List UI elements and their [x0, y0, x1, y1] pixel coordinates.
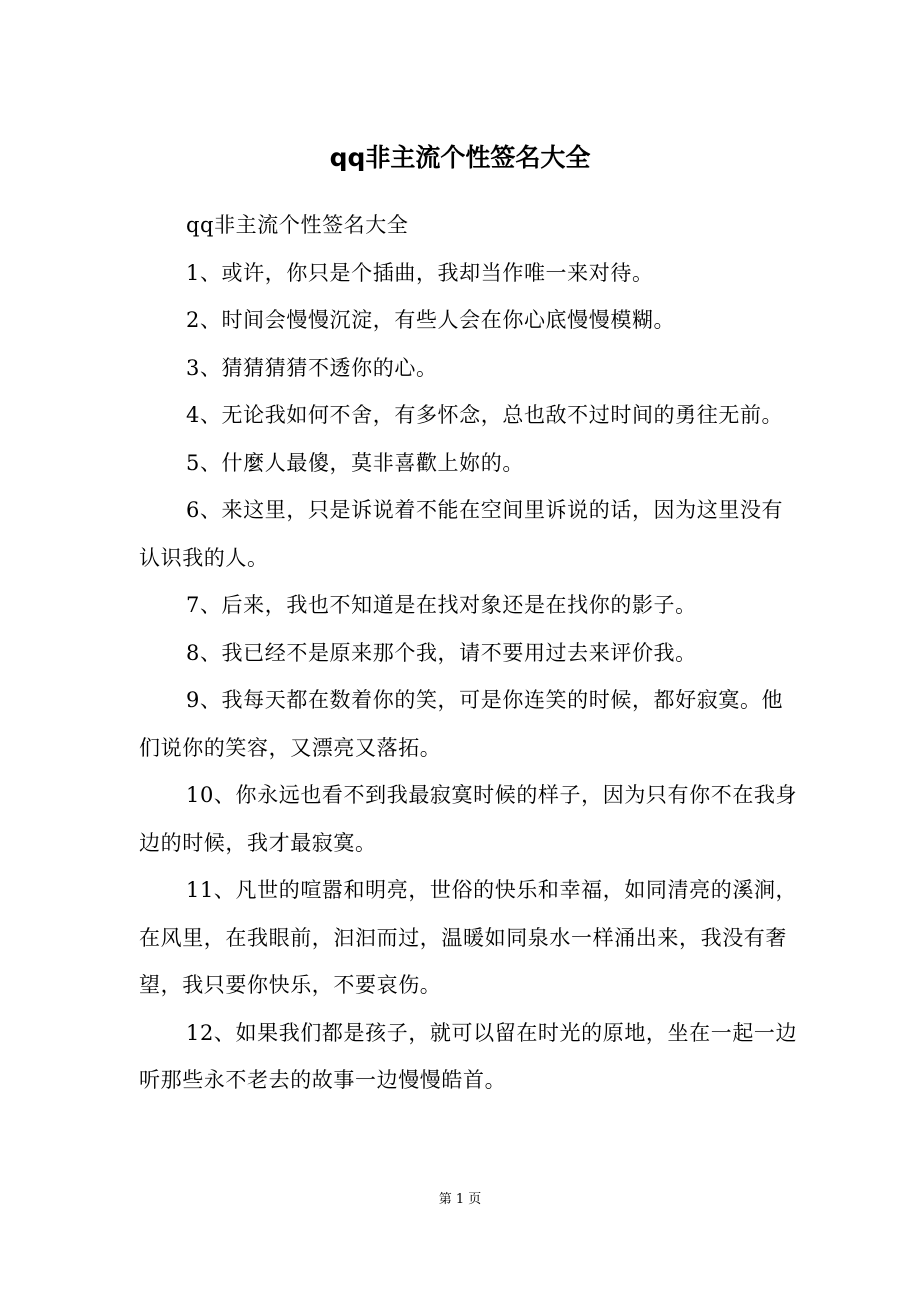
paragraph-10: 10、你永远也看不到我最寂寞时候的样子，因为只有你不在我身边的时候，我才最寂寞。 — [139, 783, 798, 855]
paragraph-12: 12、如果我们都是孩子，就可以留在时光的原地，坐在一起一边听那些永不老去的故事一边慢慢皓首。 — [139, 1020, 798, 1092]
paragraph-4: 4、无论我如何不舍，有多怀念，总也敌不过时间的勇往无前。 — [186, 403, 784, 427]
paragraph-2: 2、时间会慢慢沉淀，有些人会在你心底慢慢模糊。 — [186, 308, 676, 332]
paragraph-8: 8、我已经不是原来那个我，请不要用过去来评价我。 — [186, 640, 697, 665]
page-title: qq非主流个性签名大全 — [329, 143, 591, 172]
paragraph-6: 6、来这里，只是诉说着不能在空间里诉说的话，因为这里没有认识我的人。 — [139, 498, 784, 570]
paragraph-5: 5、什麼人最傻，莫非喜歡上妳的。 — [186, 450, 524, 475]
paragraph-9: 9、我每天都在数着你的笑，可是你连笑的时候，都好寂寞。他们说你的笑容，又漂亮又落拓。 — [139, 688, 784, 760]
paragraph-3: 3、猜猜猜猜不透你的心。 — [186, 355, 438, 380]
document-body — [139, 202, 799, 1105]
paragraph-7: 7、后来，我也不知道是在找对象还是在找你的影子。 — [186, 593, 697, 617]
paragraph-1: 1、或许，你只是个插曲，我却当作唯一来对待。 — [186, 260, 654, 285]
paragraph-intro: qq非主流个性签名大全 — [186, 213, 409, 237]
paragraph-11: 11、凡世的喧嚣和明亮，世俗的快乐和幸福，如同清亮的溪涧，在风里，在我眼前，汩汩而过，温暖如同泉水一样涌出来，我没有奢望，我只要你快乐，不要哀伤。 — [139, 878, 798, 997]
page-number: 第 1 页 — [438, 1192, 482, 1207]
